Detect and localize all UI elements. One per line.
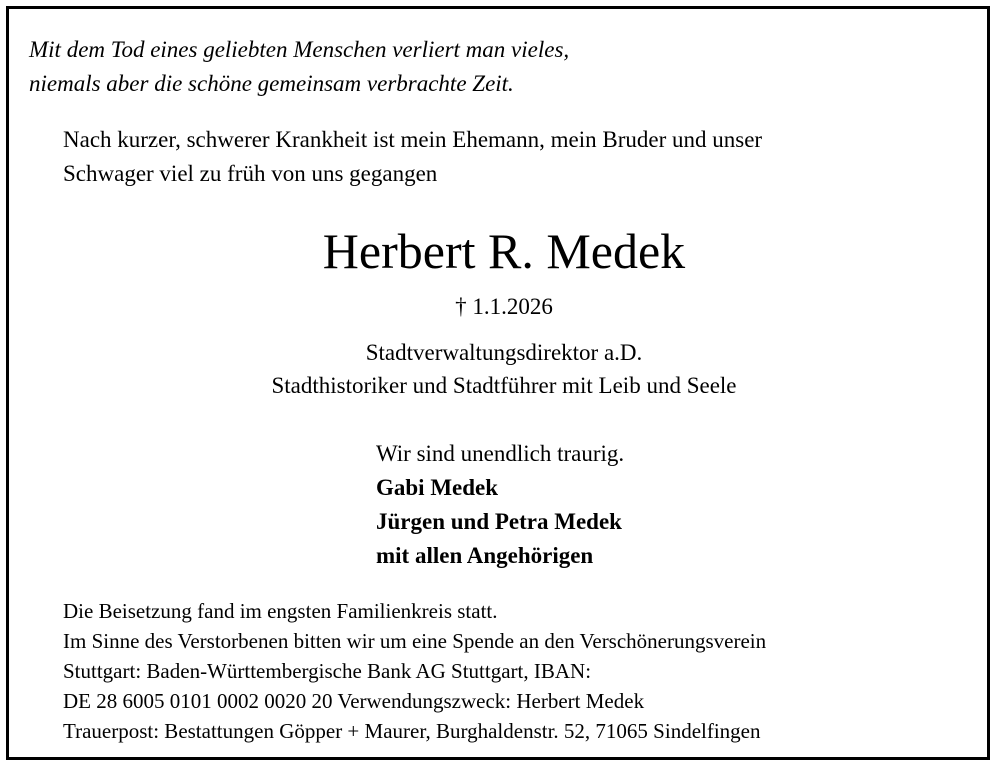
intro-line-1: Nach kurzer, schwerer Krankheit ist mein Ehemann, mein Bruder und unser (63, 127, 763, 152)
motto-quote (29, 33, 569, 101)
mourning-sentence: Wir sind unendlich traurig. (376, 441, 625, 466)
intro-line-2: Schwager viel zu früh von uns gegangen (63, 161, 438, 186)
death-date: † 1.1.2026 (455, 294, 553, 319)
motto-line-2: niemals aber die schöne gemeinsam verbrachte Zeit. (29, 71, 514, 96)
mourners-block (376, 437, 624, 573)
obituary-notice (6, 6, 990, 760)
closing-notes (63, 596, 766, 746)
deceased-title-2: Stadthistoriker und Stadtführer mit Leib und Seele (271, 373, 737, 398)
deceased-title-1: Stadtverwaltungsdirektor a.D. (365, 340, 643, 365)
motto-line-1: Mit dem Tod eines geliebten Menschen verliert man vieles, (29, 37, 570, 62)
mourner-name-3: mit allen Angehörigen (376, 543, 594, 568)
closing-line-3: Stuttgart: Baden-Württembergische Bank AG Stuttgart, IBAN: (63, 659, 592, 683)
deceased-titles (9, 336, 987, 402)
closing-line-2: Im Sinne des Verstorbenen bitten wir um eine Spende an den Verschönerungsverein (63, 629, 767, 653)
deceased-name: Herbert R. Medek (322, 223, 686, 279)
closing-line-5: Trauerpost: Bestattungen Göpper + Maurer, Burghaldenstr. 52, 71065 Sindelfingen (63, 719, 761, 743)
intro-text (63, 123, 762, 191)
closing-line-4: DE 28 6005 0101 0002 0020 20 Verwendungszweck: Herbert Medek (63, 689, 645, 713)
mourner-name-2: Jürgen und Petra Medek (376, 509, 622, 534)
closing-line-1: Die Beisetzung fand im engsten Familienkreis statt. (63, 599, 498, 623)
mourner-name-1: Gabi Medek (376, 475, 499, 500)
